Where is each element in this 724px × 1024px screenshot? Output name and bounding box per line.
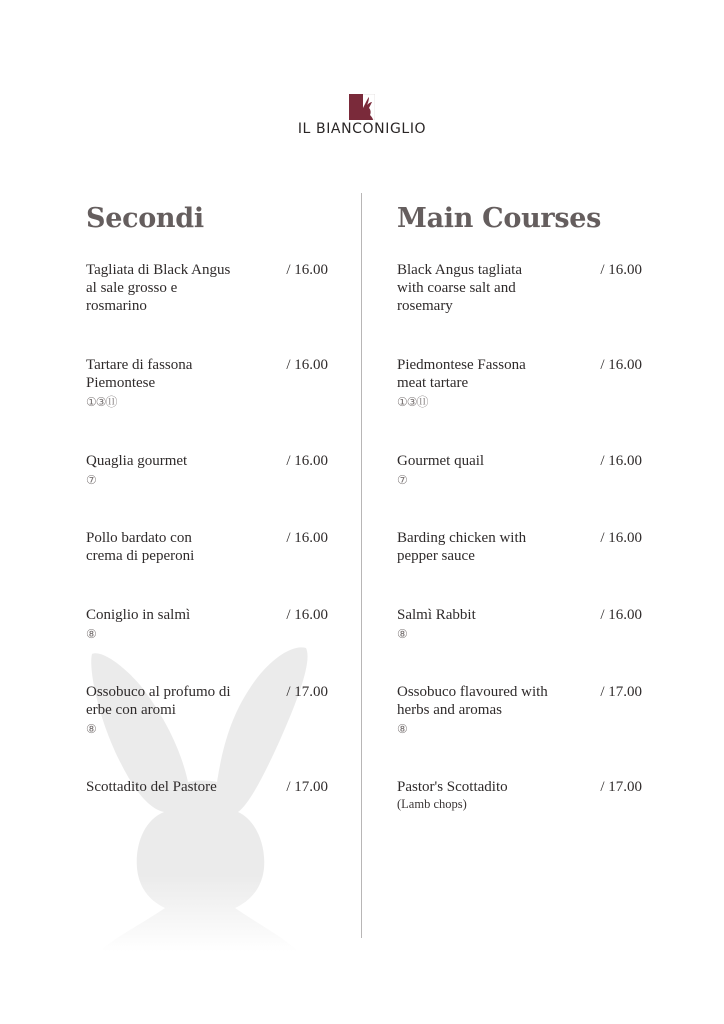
allergen-icons: ⑧ xyxy=(397,627,407,641)
column-divider xyxy=(361,193,362,938)
item-price: / 16.00 xyxy=(600,607,642,623)
item-price: / 16.00 xyxy=(600,453,642,469)
menu-item xyxy=(86,356,331,411)
menu-item xyxy=(86,778,331,796)
menu-item xyxy=(86,452,331,489)
item-price: / 16.00 xyxy=(286,530,328,546)
item-name: Quaglia gourmet xyxy=(86,453,188,469)
section-title: Secondi xyxy=(86,203,204,234)
item-name: Piedmontese Fassona meat tartare xyxy=(397,357,526,391)
item-name: Coniglio in salmì xyxy=(86,607,191,623)
item-price: / 17.00 xyxy=(600,684,642,700)
menu-item xyxy=(86,683,331,738)
menu-item xyxy=(397,778,642,812)
allergen-icons: ⑧ xyxy=(86,627,96,641)
item-price: / 16.00 xyxy=(286,262,328,278)
menu-item xyxy=(397,452,642,489)
item-name: Tagliata di Black Angus al sale grosso e rosmarino xyxy=(86,262,231,314)
item-name: Pollo bardato con crema di peperoni xyxy=(86,530,195,564)
allergen-icons: ⑧ xyxy=(86,722,96,736)
menu-item xyxy=(397,606,642,643)
item-name: Ossobuco al profumo di erbe con aromi xyxy=(86,684,231,718)
item-price: / 16.00 xyxy=(600,530,642,546)
english-menu-column xyxy=(397,200,647,811)
item-name: Tartare di fassona Piemontese xyxy=(86,357,193,391)
item-price: / 16.00 xyxy=(286,607,328,623)
item-name: Scottadito del Pastore xyxy=(86,779,217,795)
menu-item xyxy=(86,529,331,565)
brand-name: IL BIANCONIGLIO xyxy=(297,121,427,137)
allergen-icons: ⑧ xyxy=(397,722,407,736)
allergen-icons: ①③⑪ xyxy=(86,395,117,409)
item-name: Barding chicken with pepper sauce xyxy=(397,530,527,564)
menu-item xyxy=(397,529,642,565)
menu-item xyxy=(86,261,331,315)
section-title: Main Courses xyxy=(397,203,602,234)
item-price: / 17.00 xyxy=(286,684,328,700)
rabbit-logo-icon xyxy=(349,94,375,120)
item-name: Pastor's Scottadito xyxy=(397,779,508,795)
item-price: / 16.00 xyxy=(286,453,328,469)
item-subtitle: (Lamb chops) xyxy=(397,797,467,811)
item-price: / 16.00 xyxy=(600,262,642,278)
item-price: / 17.00 xyxy=(600,779,642,795)
item-name: Ossobuco flavoured with herbs and aromas xyxy=(397,684,548,718)
allergen-icons: ⑦ xyxy=(397,473,407,487)
italian-menu-column xyxy=(86,200,336,795)
allergen-icons: ⑦ xyxy=(86,473,96,487)
allergen-icons: ①③⑪ xyxy=(397,395,428,409)
item-price: / 16.00 xyxy=(600,357,642,373)
menu-item xyxy=(86,606,331,643)
menu-item xyxy=(397,356,642,411)
item-name: Black Angus tagliata with coarse salt and rosemary xyxy=(397,262,522,314)
menu-item xyxy=(397,683,642,738)
item-name: Salmì Rabbit xyxy=(397,607,476,623)
item-price: / 16.00 xyxy=(286,357,328,373)
item-name: Gourmet quail xyxy=(397,453,485,469)
item-price: / 17.00 xyxy=(286,779,328,795)
menu-item xyxy=(397,261,642,315)
